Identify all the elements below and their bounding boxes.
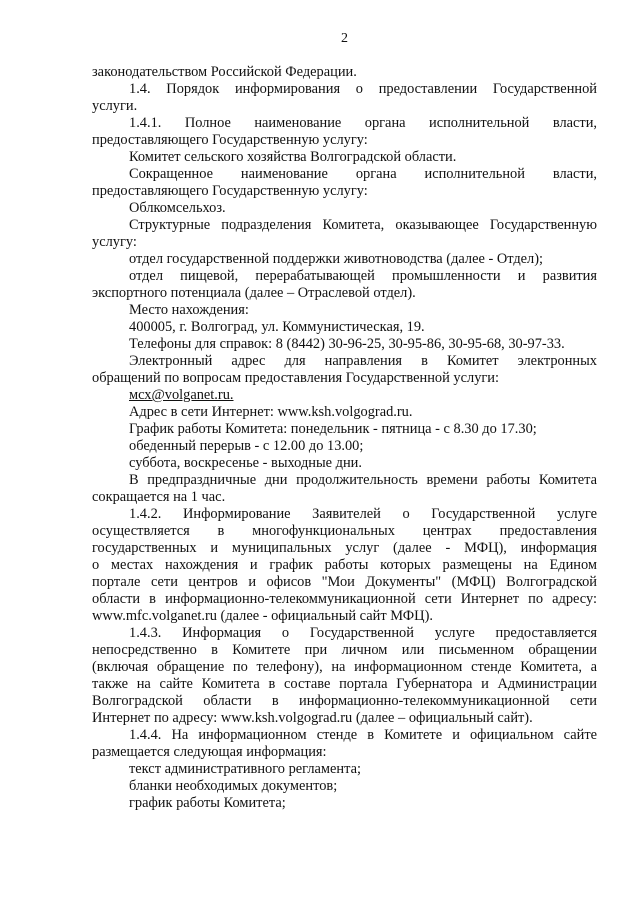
document-page xyxy=(92,30,597,812)
text-line: Сокращенное наименование органа исполнительной власти, xyxy=(129,166,597,182)
page-number: 2 xyxy=(341,31,348,46)
email-link[interactable] xyxy=(92,387,597,404)
text-line: Место нахождения: xyxy=(129,302,249,318)
list-item: текст административного регламента; xyxy=(129,761,361,777)
text-line: размещается следующая информация: xyxy=(92,744,327,760)
text-line: www.mfc.volganet.ru (далее - официальный сайт МФЦ). xyxy=(92,608,433,624)
text-line: График работы Комитета: понедельник - пятница - с 8.30 до 17.30; xyxy=(129,421,537,437)
text-line: В предпраздничные дни продолжительность времени работы Комитета xyxy=(129,472,597,488)
text-line: также на сайте Комитета в составе портала Губернатора и Администрации xyxy=(92,676,597,692)
text-line: Волгоградской области в информационно-телекоммуникационной сети xyxy=(92,693,597,709)
text-line: законодательством Российской Федерации. xyxy=(92,64,357,80)
list-item: график работы Комитета; xyxy=(129,795,286,811)
text-line: обеденный перерыв - с 12.00 до 13.00; xyxy=(129,438,364,454)
text-line: экспортного потенциала (далее – Отраслевой отдел). xyxy=(92,285,416,301)
text-line: Электронный адрес для направления в Комитет электронных xyxy=(129,353,597,369)
text-line: (включая обращение по телефону), на информационном стенде Комитета, а xyxy=(92,659,597,675)
website-line: Адрес в сети Интернет: www.ksh.volgograd.ru. xyxy=(129,404,413,420)
text-line: услуги. xyxy=(92,98,138,114)
email-link-text[interactable]: мсх@volganet.ru. xyxy=(129,387,234,403)
text-line: услугу: xyxy=(92,234,137,250)
list-item: бланки необходимых документов; xyxy=(129,778,338,794)
text-line: 1.4.4. На информационном стенде в Комитете и официальном сайте xyxy=(129,727,597,743)
text-line: отдел государственной поддержки животноводства (далее - Отдел); xyxy=(129,251,544,267)
text-line: 1.4.2. Информирование Заявителей о Государственной услуге xyxy=(129,506,597,522)
text-line: области в информационно-телекоммуникационной сети Интернет по адресу: xyxy=(92,591,597,607)
text-line: 400005, г. Волгоград, ул. Коммунистическая, 19. xyxy=(129,319,425,335)
text-line: Облкомсельхоз. xyxy=(129,200,226,216)
text-line: портале сети центров и офисов "Мои Документы" (МФЦ) Волгоградской xyxy=(92,574,597,590)
section-heading: 1.4. Порядок информирования о предоставлении Государственной xyxy=(129,81,597,97)
text-line: Интернет по адресу: www.ksh.volgograd.ru (далее – официальный сайт). xyxy=(92,710,533,726)
text-line: непосредственно в Комитете при личном или письменном обращении xyxy=(92,642,597,658)
text-line: сокращается на 1 час. xyxy=(92,489,226,505)
text-line: суббота, воскресенье - выходные дни. xyxy=(129,455,362,471)
text-line: осуществляется в многофункциональных центрах предоставления xyxy=(92,523,597,539)
text-line: Телефоны для справок: 8 (8442) 30-96-25, 30-95-86, 30-95-68, 30-97-33. xyxy=(129,336,565,352)
text-line: Комитет сельского хозяйства Волгоградской области. xyxy=(129,149,457,165)
text-line: предоставляющего Государственную услугу: xyxy=(92,183,368,199)
text-line: обращений по вопросам предоставления Государственной услуги: xyxy=(92,370,499,386)
text-line: отдел пищевой, перерабатывающей промышленности и развития xyxy=(129,268,597,284)
text-line: государственных и муниципальных услуг (далее - МФЦ), информация xyxy=(92,540,597,556)
text-line: 1.4.1. Полное наименование органа исполнительной власти, xyxy=(129,115,597,131)
text-line: 1.4.3. Информация о Государственной услуге предоставляется xyxy=(129,625,597,641)
text-line: Структурные подразделения Комитета, оказывающее Государственную xyxy=(129,217,597,233)
text-line: о местах нахождения и график работы которых размещены на Едином xyxy=(92,557,597,573)
text-line: предоставляющего Государственную услугу: xyxy=(92,132,368,148)
